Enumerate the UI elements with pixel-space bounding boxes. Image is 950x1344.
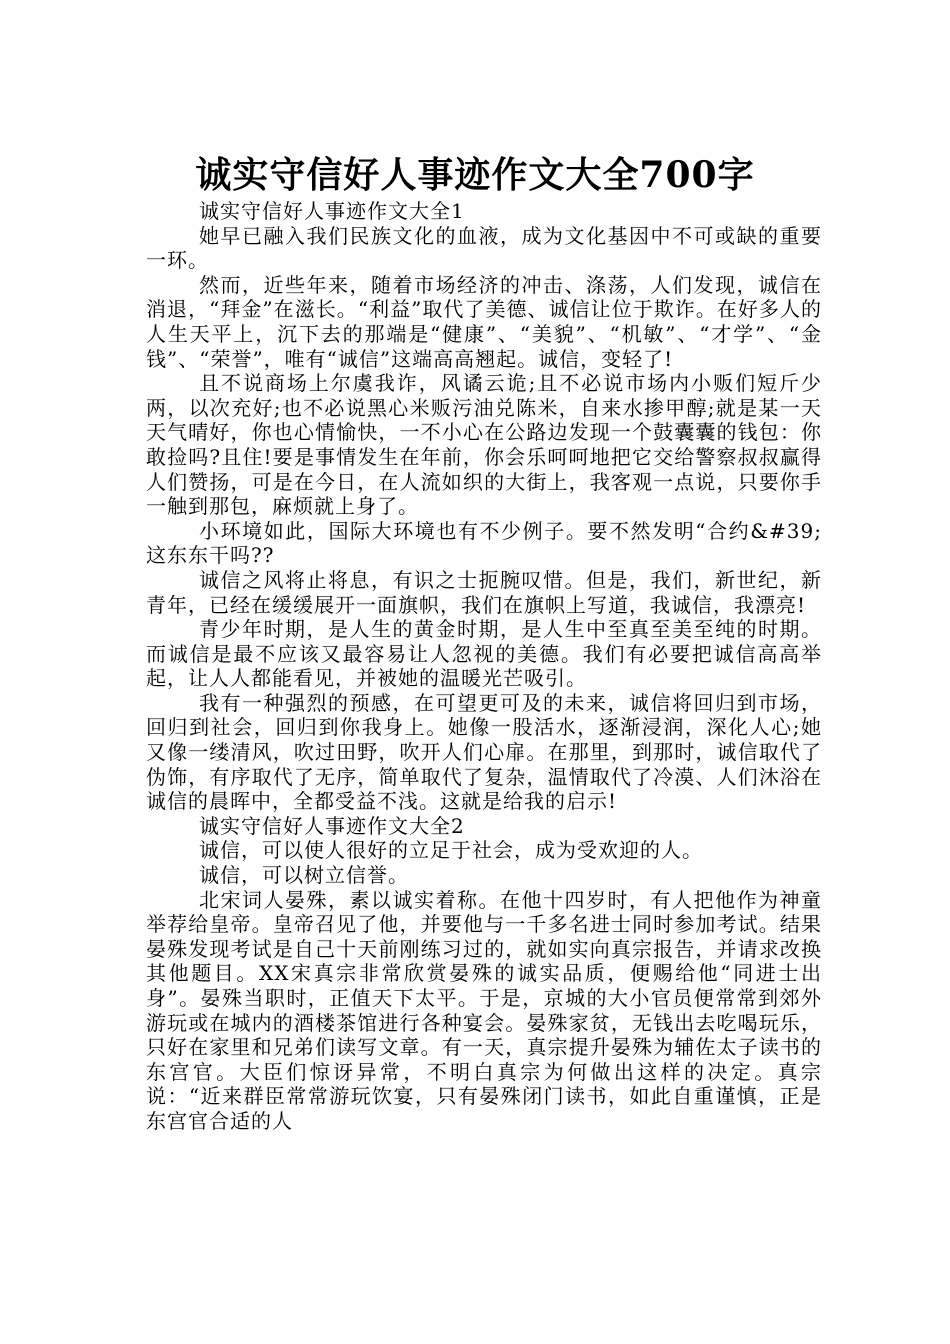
paragraph: 诚信，可以使人很好的立足于社会，成为受欢迎的人。 [199,838,703,863]
paragraph: 然而，近些年来，随着市场经济的冲击、涤荡，人们发现，诚信在消退，“拜金”在滋长。“利益”取代了美德、诚信让位于欺诈。在好多人的人生天平上，沉下去的那端是“健康”、“美貌”、“机敏”、“才学”、“金钱”、“荣誉”，唯有“诚信”这端高高翘起。诚信，变轻了! [146,272,822,371]
section-heading-2: 诚实守信好人事迹作文大全2 [199,813,465,838]
paragraph: 小环境如此，国际大环境也有不少例子。要不然发明“合约&#39;这东东干吗?? [146,518,822,568]
paragraph: 北宋词人晏殊，素以诚实着称。在他十四岁时，有人把他作为神童举荐给皇帝。皇帝召见了他，并要他与一千多名进士同时参加考试。结果晏殊发现考试是自己十天前刚练习过的，就如实向真宗报告，并请求改换其他题目。XX宋真宗非常欣赏晏殊的诚实品质，便赐给他“同进士出身”。晏殊当职时，正值天下太平。于是，京城的大小官员便常常到郊外游玩或在城内的酒楼茶馆进行各种宴会。晏殊家贫，无钱出去吃喝玩乐，只好在家里和兄弟们读写文章。有一天，真宗提升晏殊为辅佐太子读书的东宫官。大臣们惊讶异常，不明白真宗为何做出这样的决定。真宗说：“近来群臣常常游玩饮宴，只有晏殊闭门读书，如此自重谨慎，正是东宫官合适的人 [146,887,822,1133]
paragraph: 且不说商场上尔虞我诈，风谲云诡;且不必说市场内小贩们短斤少两，以次充好;也不必说黑心米贩污油兑陈米，自来水掺甲醇;就是某一天天气晴好，你也心情愉快，一不小心在公路边发现一个鼓囊囊的钱包：你敢捡吗?且住!要是事情发生在年前，你会乐呵呵地把它交给警察叔叔赢得人们赞扬，可是在今日，在人流如织的大街上，我客观一点说，只要你手一触到那包，麻烦就上身了。 [146,371,822,519]
paragraph: 诚信，可以树立信誉。 [199,863,409,888]
paragraph: 她早已融入我们民族文化的血液，成为文化基因中不可或缺的重要一环。 [146,223,822,273]
document-title: 诚实守信好人事迹作文大全700字 [195,154,755,197]
paragraph: 诚信之风将止将息，有识之士扼腕叹惜。但是，我们，新世纪，新青年，已经在缓缓展开一面旗帜，我们在旗帜上写道，我诚信，我漂亮! [146,567,822,617]
paragraph: 我有一种强烈的预感，在可望更可及的未来，诚信将回归到市场，回归到社会，回归到你我身上。她像一股活水，逐渐浸润，深化人心;她又像一缕清风，吹过田野，吹开人们心扉。在那里，到那时，诚信取代了伪饰，有序取代了无序，简单取代了复杂，温情取代了冷漠、人们沐浴在诚信的晨晖中，全都受益不浅。这就是给我的启示! [146,690,822,814]
document-body [146,199,822,1134]
paragraph: 青少年时期，是人生的黄金时期，是人生中至真至美至纯的时期。而诚信是最不应该又最容易让人忽视的美德。我们有必要把诚信高高举起，让人人都能看见，并被她的温暖光芒吸引。 [146,617,822,691]
section-heading-1: 诚实守信好人事迹作文大全1 [199,199,465,223]
